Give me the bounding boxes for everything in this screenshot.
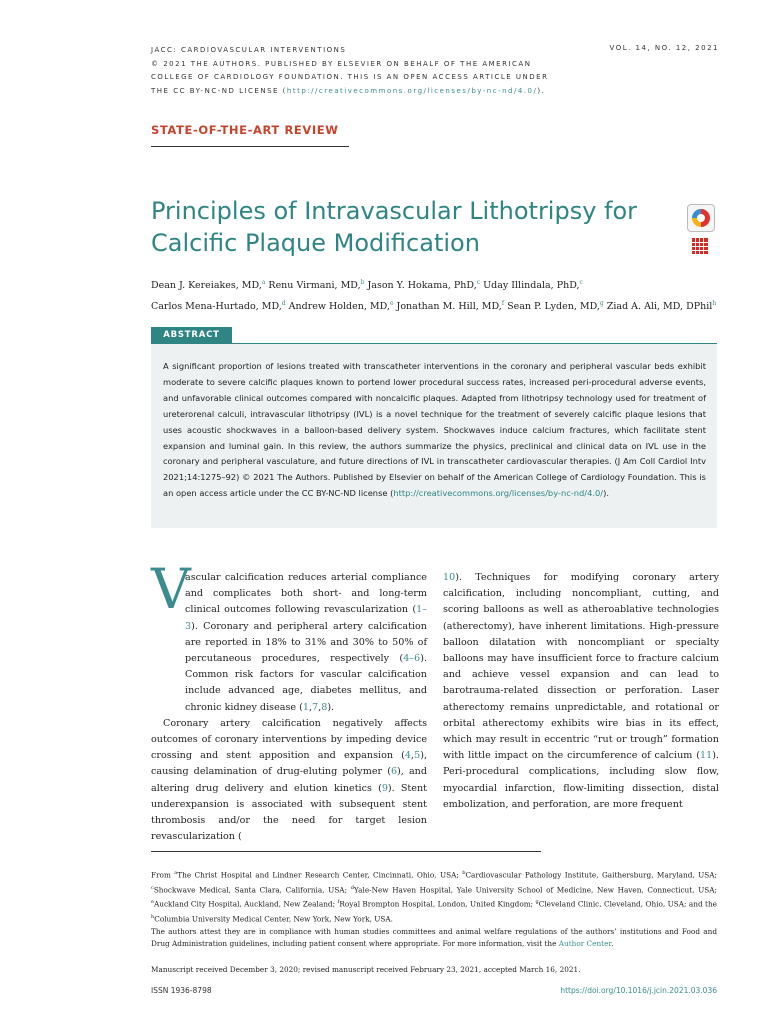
author-list [151, 274, 721, 315]
body-paragraph: Coronary artery calcification negatively affects outcomes of coronary interventions by impeding device crossing and stent apposition and expansion (4,5), causing delamination of drug-eluting polymer (6), and altering drug delivery and elution kinetics (9). Stent underexpansion is associated with subsequent stent thrombosis and/or the need for target lesion revascularization ( [151, 717, 427, 843]
footnotes [151, 867, 717, 950]
body-paragraph-continued: 10). Techniques for modifying coronary artery calcification, including noncompliant, cutting, and scoring balloons as well as atheroablative technologies (atherectomy), have inherent limitations. High-pressure balloon dilatation with noncompliant or specialty balloons may have insufficient force to fracture calcium and achieve vessel expansion and can lead to barotrauma-related dissection or perforation. Laser atherectomy remains unpredictable, and rotational or orbital atherectomy exhibits wire bias in its effect, which may result in eccentric “rut or trough” formation with little impact on the circumference of calcium (11). Peri-procedural complications, including slow flow, myocardial infarction, flow-limiting dissection, distal embolization, and perforation, are more frequent [443, 572, 719, 810]
abstract-text: A significant proportion of lesions treated with transcatheter interventions in the coronary and peripheral vascular beds exhibit moderate to severe calcific plaques known to portend lower procedural success rates, increased peri-procedural adverse events, and unfavorable clinical outcomes compared with noncalcific plaques. Adapted from lithotripsy technology used for treatment of ureterorenal calculi, intravascular lithotripsy (IVL) is a novel technique for the treatment of severely calcific plaque lesions that uses acoustic shockwaves in a balloon-based delivery system. Shockwaves induce calcium fractures, which facilitate stent expansion and luminal gain. In this review, the authors summarize the physics, preclinical and clinical data on IVL use in the coronary and peripheral vasculature, and future directions of IVL in transcatheter cardiovascular therapies. (J Am Coll Cardiol Intv 2021;14:1275–92) © 2021 The Authors. Published by Elsevier on behalf of the American College of Cardiology Foundation. This is an open access article under the CC BY-NC-ND license (http://creativecommons.org/licenses/by-nc-nd/4.0/). [163, 361, 706, 499]
reference-link[interactable]: 1–3 [185, 604, 427, 632]
abstract-label: ABSTRACT [151, 327, 232, 343]
body-paragraph: ascular calcification reduces arterial compliance and complicates both short- and long-term clinical outcomes following revascularization (1–3). Coronary and peripheral artery calcification are reported in 18% to 31% and 30% to 50% of percutaneous procedures, respectively (4–6). Common risk factors for vascular calcification include advanced age, diabetes mellitus, and chronic kidney disease (1,7,8). [185, 572, 427, 713]
abstract-license-link[interactable]: http://creativecommons.org/licenses/by-nc-nd/4.0/ [393, 488, 604, 499]
reference-link[interactable]: 11 [699, 750, 713, 762]
doi-link[interactable]: https://doi.org/10.1016/j.jcin.2021.03.036 [560, 986, 717, 995]
compliance-statement: The authors attest they are in compliance with human studies committees and animal welfare regulations of the authors’ institutions and Food and Drug Administration guidelines, including patient consent where appropriate. For more information, visit the Author Center. [151, 926, 717, 948]
open-access-grid-icon[interactable] [692, 238, 708, 254]
author-line-1: Dean J. Kereiakes, MD,$^a$ Renu Virmani, MD,$^b$ Jason Y. Hokama, PhD,$^c$ Uday Illindala, PhD,$^c$ [151, 279, 583, 292]
author-line-2: Carlos Mena-Hurtado, MD,$^d$ Andrew Holden, MD,$^e$ Jonathan M. Hill, MD,$^f$ Sean P. Lyden, MD,$^g$ Ziad A. Ali, MD, DPhil$^h$ [151, 299, 717, 312]
author-center-link[interactable]: Author Center [558, 938, 612, 948]
reference-link[interactable]: 10 [443, 572, 456, 583]
reference-link[interactable]: 7 [312, 701, 319, 713]
issn: ISSN 1936-8798 [151, 986, 212, 995]
drop-cap: V [151, 557, 191, 621]
journal-name: JACC: CARDIOVASCULAR INTERVENTIONS [151, 46, 347, 54]
reference-link[interactable]: 9 [381, 782, 388, 794]
license-link[interactable]: http://creativecommons.org/licenses/by-nc-nd/4.0/ [286, 86, 538, 95]
affiliations: From $^a$The Christ Hospital and Lindner Research Center, Cincinnati, Ohio, USA; $^b$Cardiovascular Pathology Institute, Gaithersburg, Maryland, USA; $^c$Shockwave Medical, Santa Clara, California, USA; $^d$Yale-New Haven Hospital, Yale University School of Medicine, New Haven, Connecticut, USA; $^e$Auckland City Hospital, Auckland, New Zealand; $^f$Royal Brompton Hospital, London, United Kingdom; $^g$Cleveland Clinic, Cleveland, Ohio, USA; and the $^h$Columbia University Medical Center, New York, New York, USA. [151, 870, 718, 924]
manuscript-dates: Manuscript received December 3, 2020; revised manuscript received February 23, 2021, accepted March 16, 2021. [151, 965, 581, 974]
copyright-line: © 2021 THE AUTHORS. PUBLISHED BY ELSEVIER ON BEHALF OF THE AMERICAN [151, 59, 532, 68]
license-line: THE CC BY-NC-ND LICENSE (http://creativecommons.org/licenses/by-nc-nd/4.0/). [151, 86, 546, 95]
reference-link[interactable]: 6 [390, 766, 398, 778]
reference-link[interactable]: 4 [404, 750, 412, 762]
reference-link[interactable]: 1 [302, 701, 309, 713]
reference-link[interactable]: 4–6 [403, 653, 421, 665]
running-header [151, 44, 548, 98]
article-type: STATE-OF-THE-ART REVIEW [151, 123, 339, 137]
volume-info: VOL. 14, NO. 12, 2021 [609, 44, 719, 52]
footnote-divider [151, 851, 541, 852]
article-title: Principles of Intravascular Lithotripsy for Calcific Plaque Modification [151, 197, 638, 257]
publisher-line: COLLEGE OF CARDIOLOGY FOUNDATION. THIS IS AN OPEN ACCESS ARTICLE UNDER [151, 73, 549, 81]
reference-link[interactable]: 8 [321, 701, 328, 713]
body-column-right [443, 570, 719, 813]
kicker-divider [151, 146, 349, 147]
body-column-left [151, 570, 427, 845]
reference-link[interactable]: 5 [414, 750, 421, 762]
crossmark-icon[interactable] [687, 204, 715, 232]
body-overflow: ). Stent underexpansion is associated with subsequent stent thrombosis and/or the need for target lesion revascularization ( [151, 782, 427, 843]
